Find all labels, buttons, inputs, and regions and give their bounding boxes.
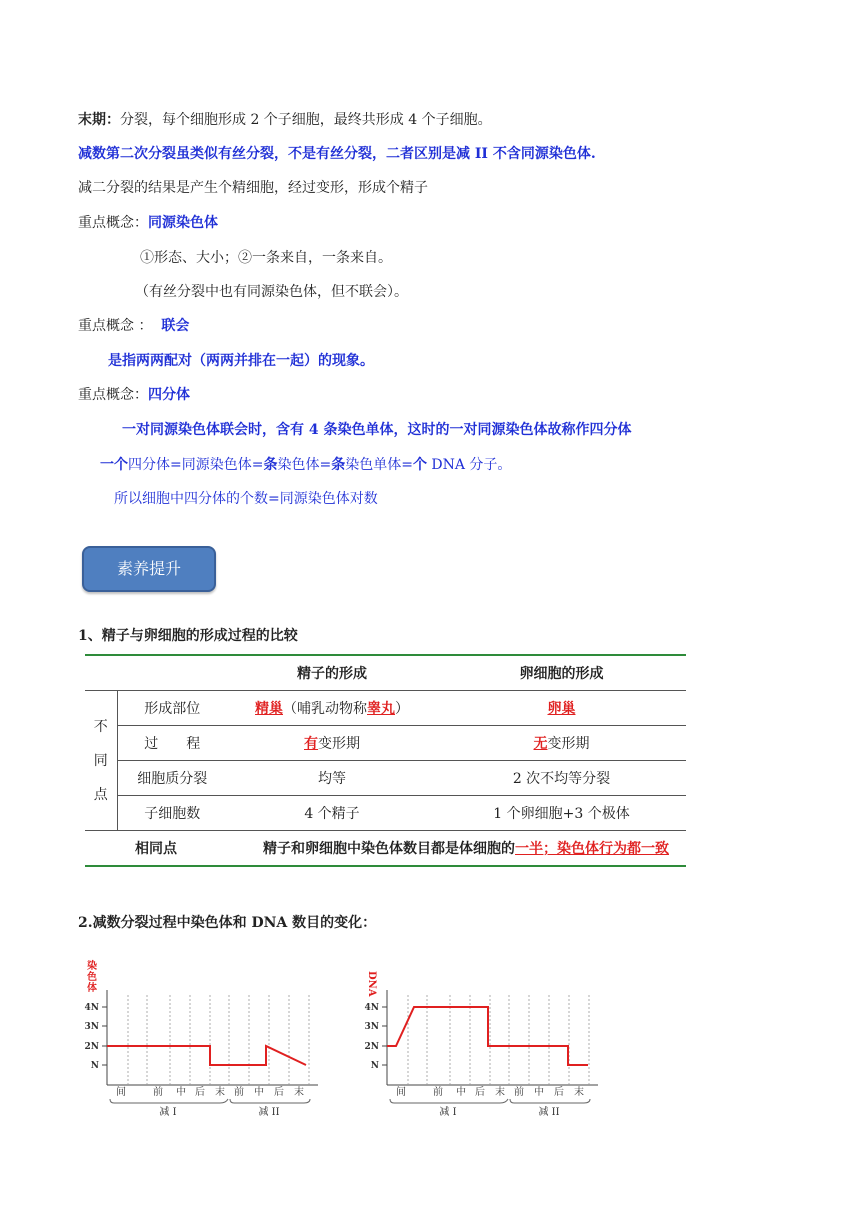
- eq-part: 染色体=: [277, 457, 332, 473]
- homolog-detail: ①形态、大小；②一条来自，一条来自。: [140, 250, 392, 266]
- row-label: 子细胞数: [117, 796, 227, 831]
- group-char: 同: [93, 752, 108, 769]
- row-label: 过 程: [117, 726, 227, 761]
- row-label: 形成部位: [117, 691, 227, 726]
- line-result: 减二分裂的结果是产生个精细胞，经过变形，形成个精子: [78, 180, 428, 196]
- table-row: [85, 726, 686, 761]
- x-tick-label: 末: [215, 1087, 225, 1098]
- synapsis-def: 是指两两配对（两两并排在一起）的现象。: [108, 353, 374, 369]
- concept-homolog: [78, 213, 218, 233]
- x-tick-label: 前: [433, 1087, 443, 1098]
- cell-sperm: [227, 726, 437, 761]
- cell-part: 变形期: [318, 736, 360, 752]
- line-meiosis2-note: 减数第二次分裂虽类似有丝分裂，不是有丝分裂，二者区别是减 II 不含同源染色体.: [78, 146, 596, 162]
- y-tick-label: N: [90, 1061, 99, 1071]
- table-row: [85, 691, 686, 726]
- x-tick-label: 末: [574, 1087, 584, 1098]
- group-label: 减 II: [538, 1107, 560, 1118]
- tetrad-count: 所以细胞中四分体的个数=同源染色体对数: [114, 491, 378, 507]
- group-label: 减 I: [159, 1107, 177, 1118]
- same-part: 精子和卵细胞中染色体数目都是体细胞的: [263, 841, 515, 857]
- row-label: 细胞质分裂: [117, 761, 227, 796]
- concept-tetrad: [78, 385, 190, 405]
- tetrad-equation: [100, 455, 511, 475]
- header-egg: 卵细胞的形成: [437, 655, 686, 691]
- y-tick-label: 4N: [364, 1003, 379, 1013]
- cell-part: 无: [533, 736, 548, 752]
- x-tick-label: 后: [475, 1087, 485, 1098]
- x-tick-label: 中: [254, 1087, 264, 1098]
- cell-sperm: [227, 691, 437, 726]
- concept-label: 重点概念：: [78, 387, 148, 403]
- cell-part: 有: [304, 736, 318, 752]
- y-tick-label: 2N: [84, 1042, 99, 1052]
- comparison-table: [85, 654, 686, 867]
- group-label: 减 II: [258, 1107, 280, 1118]
- group-label: [85, 691, 117, 831]
- x-tick-label: 后: [274, 1087, 284, 1098]
- line-anaphase: [78, 110, 492, 130]
- x-tick-label: 末: [294, 1087, 304, 1098]
- cell-part: 精巢: [255, 701, 283, 717]
- cell-egg: [437, 726, 686, 761]
- x-tick-label: 中: [456, 1087, 466, 1098]
- homolog-note: （有丝分裂中也有同源染色体，但不联会）。: [135, 284, 408, 300]
- section2-title: 2.减数分裂过程中染色体和 DNA 数目的变化：: [78, 915, 377, 931]
- group-bracket: [510, 1099, 590, 1103]
- concept-term: 同源染色体: [148, 215, 218, 231]
- chromosome-chart: [80, 955, 340, 1125]
- eq-part: 染色单体=: [345, 457, 413, 473]
- cell-part: ）: [395, 701, 409, 717]
- eq-part: 一个: [100, 457, 128, 473]
- cell-egg: 2 次不均等分裂: [437, 761, 686, 796]
- y-axis-label-char: 色: [87, 972, 97, 983]
- series-line: [387, 1007, 588, 1065]
- y-axis-label-char: 体: [87, 983, 97, 994]
- cell-part: 变形期: [547, 736, 590, 752]
- x-tick-label: 前: [514, 1087, 524, 1098]
- x-tick-label: 中: [534, 1087, 544, 1098]
- cell-sperm: 均等: [227, 761, 437, 796]
- eq-part: DNA 分子。: [426, 457, 512, 473]
- concept-term: 四分体: [148, 387, 190, 403]
- table-same-row: [85, 831, 686, 867]
- eq-part: 四分体=同源染色体=: [128, 457, 264, 473]
- table-row: [85, 761, 686, 796]
- eq-part: 条: [331, 457, 346, 473]
- line-anaphase-label: 末期：: [78, 112, 120, 128]
- table-header-row: [85, 655, 686, 691]
- y-axis-label: DNA: [366, 971, 377, 997]
- x-tick-label: 后: [554, 1087, 564, 1098]
- x-tick-label: 前: [234, 1087, 244, 1098]
- eq-part: 个: [412, 457, 427, 473]
- x-tick-label: 间: [396, 1087, 406, 1098]
- group-bracket: [390, 1099, 508, 1103]
- x-tick-label: 末: [495, 1087, 505, 1098]
- cell-egg: 1 个卵细胞+3 个极体: [437, 796, 686, 831]
- dna-chart: [360, 955, 620, 1125]
- y-axis-label-char: 染: [87, 961, 97, 972]
- same-text: [227, 831, 686, 867]
- same-part: 一半；染色体行为都一致: [515, 841, 669, 857]
- cell-part: （哺乳动物称: [283, 701, 367, 717]
- cell-egg: 卵巢: [437, 691, 686, 726]
- cell-sperm: 4 个精子: [227, 796, 437, 831]
- eq-part: 条: [263, 457, 278, 473]
- series-line: [107, 1046, 306, 1065]
- x-tick-label: 后: [195, 1087, 205, 1098]
- group-bracket: [110, 1099, 228, 1103]
- same-label: 相同点: [85, 831, 227, 867]
- x-tick-label: 中: [176, 1087, 186, 1098]
- group-bracket: [230, 1099, 310, 1103]
- group-char: 点: [93, 786, 108, 803]
- y-tick-label: N: [370, 1061, 379, 1071]
- concept-synapsis: [78, 316, 189, 336]
- concept-label: 重点概念：: [78, 215, 148, 231]
- group-char: 不: [93, 718, 108, 735]
- y-tick-label: 3N: [364, 1022, 379, 1032]
- concept-label: 重点概念 ：: [78, 318, 153, 334]
- line-anaphase-text: 分裂，每个细胞形成 2 个子细胞，最终共形成 4 个子细胞。: [120, 112, 492, 128]
- x-tick-label: 前: [153, 1087, 163, 1098]
- y-tick-label: 4N: [84, 1003, 99, 1013]
- table-title: 1、精子与卵细胞的形成过程的比较: [78, 628, 298, 644]
- concept-term: 联会: [161, 318, 190, 334]
- table-row: [85, 796, 686, 831]
- y-tick-label: 2N: [364, 1042, 379, 1052]
- section-badge: 素养提升: [82, 546, 216, 592]
- group-label: 减 I: [439, 1107, 457, 1118]
- y-tick-label: 3N: [84, 1022, 99, 1032]
- x-tick-label: 间: [116, 1087, 126, 1098]
- header-sperm: 精子的形成: [227, 655, 437, 691]
- cell-part: 睾丸: [367, 701, 395, 717]
- tetrad-def: 一对同源染色体联会时，含有 4 条染色单体，这时的一对同源染色体故称作四分体: [122, 422, 632, 438]
